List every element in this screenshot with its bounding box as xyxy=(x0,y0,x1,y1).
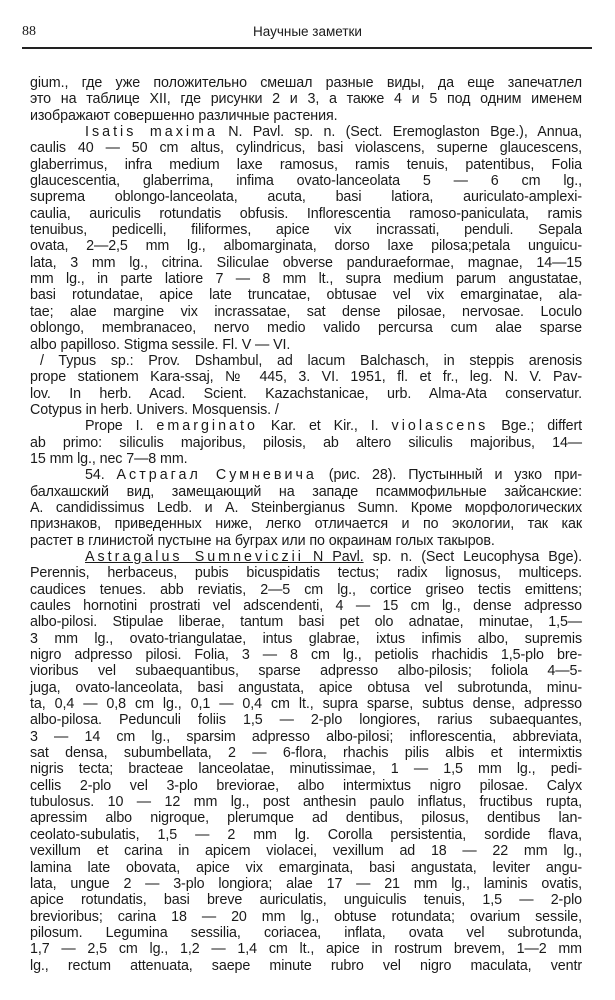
text-line xyxy=(30,418,582,434)
text-segment: albo-pilosa. Pedunculi foliis 1,5 — 2-plo longiores, rarius subaequantes, xyxy=(30,712,582,729)
text-line xyxy=(30,745,582,761)
text-line xyxy=(30,778,582,794)
text-line xyxy=(30,663,582,679)
text-segment: это на таблице XII, где рисунки 2 и 3, а также 4 и 5 под одним именем xyxy=(30,91,582,108)
text-segment: sat densa, subumbellata, 2 — 6-flora, rhachis pilis albis et intermixtis xyxy=(30,745,582,762)
text-line xyxy=(30,91,582,107)
text-segment: признаков, приведенных ниже, легко отличается и по экологии, так как xyxy=(30,516,582,533)
text-segment: tenuibus, pedicelli, filiformes, apice vix incrassati, penduli. Sepala xyxy=(30,222,582,239)
text-segment: ceolato-subulatis, 1,5 — 2 mm lg. Corolla persistentia, sordide flava, xyxy=(30,826,582,843)
text-line xyxy=(30,533,582,549)
text-segment: lov. In herb. Acad. Scient. Kazachstanicae, urb. Alma-Ata conservatur. xyxy=(30,385,582,402)
text-line xyxy=(30,369,582,385)
text-segment: vexillum et carina in apicem violacei, vexillum ad 18 — 22 mm lg., xyxy=(30,843,582,860)
text-line xyxy=(30,680,582,696)
text-segment: N. Pavl. sp. n. (Sect. Eremoglaston Bge.), Annua, xyxy=(217,124,582,141)
text-line xyxy=(30,255,582,271)
text-line xyxy=(30,729,582,745)
text-line xyxy=(30,761,582,777)
spaced-emphasis: Astragalus Sumneviczii xyxy=(85,548,304,565)
text-segment: albo-pilosi. Stipulae liberae, tantum basi pet olo adnatae, minutae, 1,5— xyxy=(30,614,582,631)
text-line xyxy=(30,925,582,941)
text-segment: pilosum. Legumina sessilia, coriacea, inflata, ovata vel subrotunda, xyxy=(30,924,582,941)
text-segment: Perennis, herbaceus, pubis bicuspidatis tectus; radix lignosus, multiceps. xyxy=(30,565,582,582)
text-segment: vioribus vel subaequantibus, sparse adpresso albo-pilosis; foliola 4—5- xyxy=(30,663,582,680)
text-segment: mm lg., in parte latiore 7 — 8 mm lt., supra medium parum angustatae, xyxy=(30,271,582,288)
text-line xyxy=(30,222,582,238)
text-segment: 1,7 — 2,5 cm lg., 1,2 — 1,4 cm lt., apice in rostrum brevem, 1—2 mm xyxy=(30,941,582,958)
text-line xyxy=(30,892,582,908)
text-segment: Bge.; differt xyxy=(488,418,582,435)
running-title: Научные заметки xyxy=(253,24,362,39)
text-line xyxy=(30,516,582,532)
text-segment: Cotypus in herb. Univers. Mosquensis. / xyxy=(30,401,279,418)
text-segment: A. candidissimus Ledb. и A. Steinbergianus Sumn. Кроме морфологических xyxy=(30,499,582,516)
text-line xyxy=(30,696,582,712)
text-segment: Kar. et Kir., I. xyxy=(257,418,392,435)
text-segment: apressim albo nigroque, plerumque ad dentibus, pilosus, dentibus lan- xyxy=(30,810,582,827)
text-line xyxy=(30,353,582,369)
text-segment: cellis 2-plo vel 3-plo breviorae, albo intermixtus nigro pilosae. Calyx xyxy=(30,777,582,794)
text-line xyxy=(30,549,582,565)
text-segment: изображают совершенно различные растения. xyxy=(30,107,338,124)
text-segment: 15 mm lg., nec 7—8 mm. xyxy=(30,450,188,467)
text-line xyxy=(30,827,582,843)
text-line xyxy=(30,647,582,663)
text-line xyxy=(30,173,582,189)
spaced-emphasis: Астрагал Сумневича xyxy=(116,467,317,484)
text-segment: Prope I. xyxy=(85,418,157,435)
text-segment: sp. n. (Sect Leucophysa Bge). xyxy=(363,548,582,565)
text-segment: albo papilloso. Stigma sessile. Fl. V — VI. xyxy=(30,336,291,353)
text-segment: (рис. 28). Пустынный и узко при- xyxy=(316,467,582,484)
text-segment: caules hornotini prostrati vel adscendenti, 4 — 15 cm lg., dense adpresso xyxy=(30,598,582,614)
text-segment: oblongo, membranaceo, nervo medio valido percursa cum alae sparse xyxy=(30,320,582,337)
text-line xyxy=(30,909,582,925)
text-segment: tae; alae margine vix incrassatae, sat dense pilosae, nervosae. Loculo xyxy=(30,303,582,320)
text-line xyxy=(30,402,582,418)
text-line xyxy=(30,124,582,140)
text-line xyxy=(30,435,582,451)
page-number: 88 xyxy=(22,24,36,39)
text-segment: ta, 0,4 — 0,8 cm lg., 0,1 — 0,4 cm lt., supra sparse, subtus dense, adpresso xyxy=(30,696,582,713)
text-line xyxy=(30,271,582,287)
text-line xyxy=(30,843,582,859)
text-line xyxy=(30,958,582,974)
text-segment: gium., где уже положительно смешал разные виды, да еще запечатлел xyxy=(30,75,582,91)
text-line xyxy=(30,876,582,892)
text-segment: nigro adpresso pilosi. Folia, 3 — 8 cm lg., petiolis rhachidis 1,5-plo bre- xyxy=(30,647,582,664)
text-line xyxy=(30,320,582,336)
text-segment: lata, ungue 2 — 3-plo longiora; alae 17 — 21 mm lg., laminis ovatis, xyxy=(30,875,582,892)
text-line xyxy=(30,238,582,254)
spaced-emphasis: violascens xyxy=(391,418,489,435)
text-line xyxy=(30,157,582,173)
text-line xyxy=(30,941,582,957)
text-segment: 3 — 14 cm lg., sparsim adpresso albo-pilosi; inflorescentia, abbreviata, xyxy=(30,728,582,745)
text-segment: glaucescentia, glaberrima, infima ovato-lanceolata 5 — 6 cm lg., xyxy=(30,173,582,190)
text-line xyxy=(30,189,582,205)
text-line xyxy=(30,108,582,124)
text-segment: basi rotundatae, apice late truncatae, obtusae vel vix emarginatae, ala- xyxy=(30,287,582,304)
text-segment: nigris tecta; bracteae lanceolatae, minutissimae, 1 — 1,5 mm lg., pedi- xyxy=(30,761,582,778)
text-line xyxy=(30,484,582,500)
text-line xyxy=(30,140,582,156)
text-segment: 54. xyxy=(85,467,117,484)
text-line xyxy=(30,614,582,630)
text-segment: apice rotundatis, basi breve auriculatis, unguiculis tenuis, 1,5 — 2-plo xyxy=(30,892,582,909)
text-line xyxy=(30,598,582,614)
text-line xyxy=(30,500,582,516)
text-line xyxy=(30,712,582,728)
text-line xyxy=(30,810,582,826)
text-segment: балхашский вид, замещающий на западе псаммофильные зайсанские: xyxy=(30,483,582,500)
text-segment: brevioribus; carina 18 — 20 mm lg., obtuse rotundata; ovarium sessile, xyxy=(30,908,582,925)
text-segment: lamina late obovata, apice vix emarginata, basi angustata, leviter angu- xyxy=(30,859,582,876)
text-segment: растет в глинистой пустыне на буграх или по окраинам голых такыров. xyxy=(30,532,495,549)
text-segment: / Typus sp.: Prov. Dshambul, ad lacum Balchasch, in steppis arenosis xyxy=(40,352,582,369)
text-line xyxy=(30,582,582,598)
text-line xyxy=(30,304,582,320)
text-segment: caulia, auriculis rotundatis obfusis. Inflorescentia ramoso-paniculata, ramis xyxy=(30,205,582,222)
text-line xyxy=(30,287,582,303)
text-segment: 3 mm lg., ovato-triangulatae, intus glabrae, ixtus infimis albo, supremis xyxy=(30,630,582,647)
text-segment: prope stationem Kara-ssaj, № 445, 3. VI. 1951, fl. et fr., leg. N. V. Pav- xyxy=(30,369,582,386)
text-line xyxy=(30,206,582,222)
text-segment: N Pavl. xyxy=(303,548,364,565)
spaced-emphasis: emarginato xyxy=(156,418,258,435)
text-line xyxy=(30,386,582,402)
text-segment: juga, ovato-lanceolata, basi angustata, apice obtusa vel subrotunda, minu- xyxy=(30,679,582,696)
text-line xyxy=(30,337,582,353)
text-line xyxy=(30,794,582,810)
text-line xyxy=(30,631,582,647)
text-line xyxy=(30,467,582,483)
text-line xyxy=(30,860,582,876)
header-rule xyxy=(22,47,592,49)
text-segment: ovata, 2—2,5 mm lg., albomarginata, dorso laxe pilosa;petala unguicu- xyxy=(30,238,582,255)
text-line xyxy=(30,75,582,91)
spaced-emphasis: Isatis maxima xyxy=(85,124,218,141)
text-segment: ab primo: siliculis majoribus, pilosis, ab altero siliculis majoribus, 14— xyxy=(30,434,582,451)
text-segment: caudices tenues. abb reviatis, 2—5 cm lg., cortice griseo tectis emittens; xyxy=(30,581,582,598)
text-line xyxy=(30,451,582,467)
body-text xyxy=(30,75,582,974)
text-segment: suprema oblongo-lanceolata, acuta, basi latiora, auriculato-amplexi- xyxy=(30,189,582,206)
text-line xyxy=(30,565,582,581)
text-segment: lg., rectum attenuata, saepe minute rubro vel nigro maculata, ventr xyxy=(30,957,582,974)
text-segment: tubulosus. 10 — 12 mm lg., post anthesin paulo inflatus, fructibus rupta, xyxy=(30,794,582,811)
text-segment: glaberrimus, infra medium laxe ramosus, ramis tenuis, patentibus, Folia xyxy=(30,156,582,173)
text-segment: lata, 3 mm lg., citrina. Siliculae obverse panduraeformae, magnae, 14—15 xyxy=(30,254,582,271)
text-segment: caulis 40 — 50 cm altus, cylindricus, basi violascens, superne glaucescens, xyxy=(30,140,582,157)
